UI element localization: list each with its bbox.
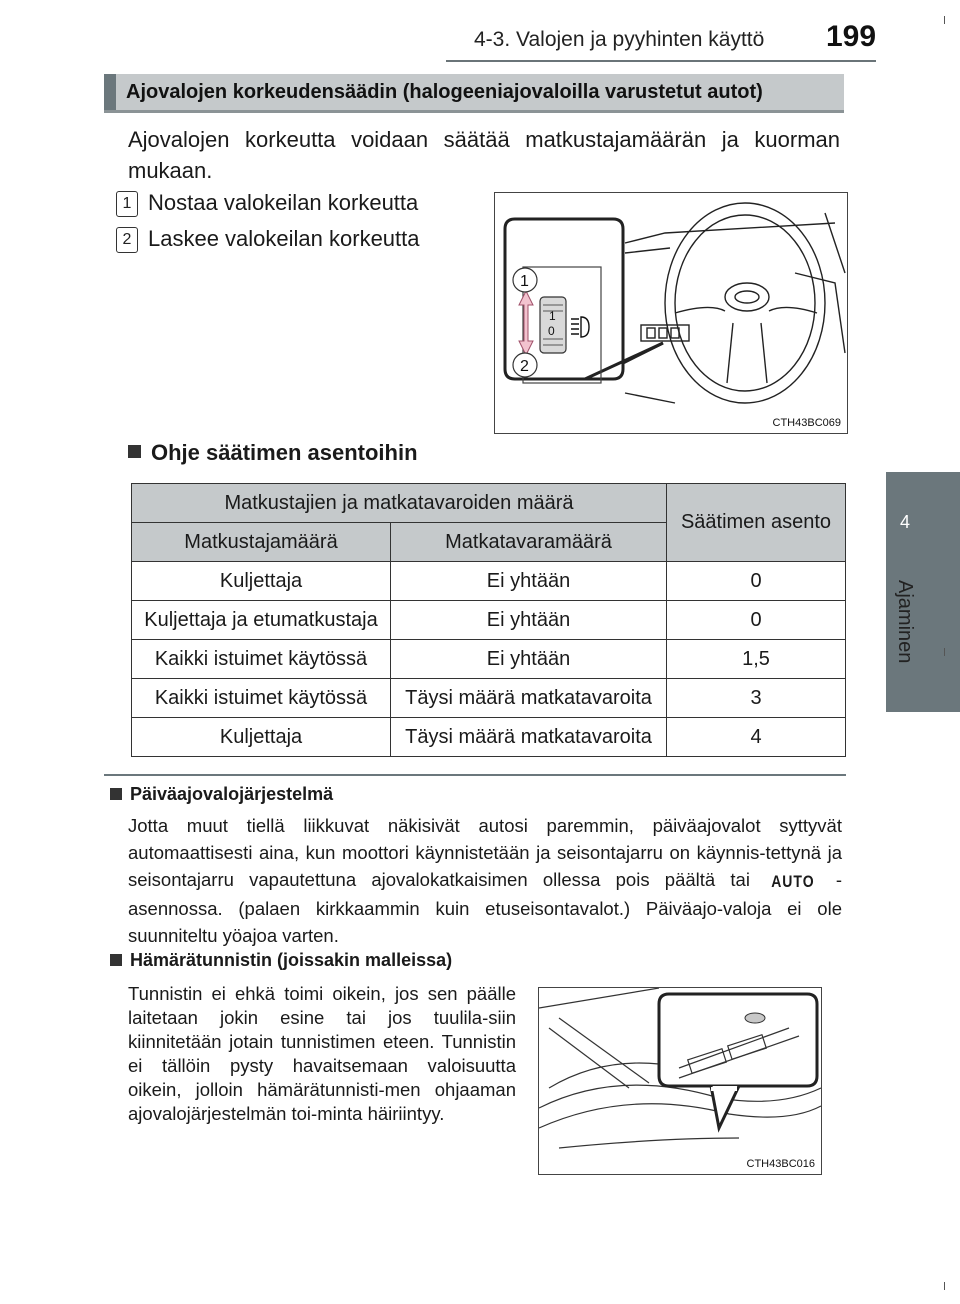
note-heading — [110, 784, 333, 805]
section-heading — [104, 74, 844, 113]
item-text: Laskee valokeilan korkeutta — [148, 226, 420, 251]
figure-code: CTH43BC069 — [772, 417, 841, 429]
note-heading — [110, 950, 452, 971]
bullet-square-icon — [110, 954, 122, 966]
auto-mode-symbol: AUTO — [771, 871, 815, 891]
page-number: 199 — [826, 20, 877, 53]
table-cell: Täysi määrä matkatavaroita — [391, 718, 667, 757]
table-cell: Kuljettaja — [132, 718, 391, 757]
list-item — [116, 190, 418, 217]
header-rule — [446, 60, 876, 62]
figure-code: CTH43BC016 — [746, 1158, 815, 1170]
crop-mark — [944, 1282, 945, 1290]
item-number-badge: 2 — [116, 227, 138, 253]
table-cell: Ei yhtään — [391, 562, 667, 601]
light-sensor-illustration — [538, 987, 822, 1175]
table-cell: Ei yhtään — [391, 601, 667, 640]
callout-number: 2 — [520, 358, 529, 375]
section-heading-text: Ajovalojen korkeudensäädin (halogeeniajovaloilla varustetut autot) — [126, 81, 763, 103]
guide-heading-text: Ohje säätimen asentoihin — [151, 440, 418, 465]
table-row — [132, 562, 846, 601]
table-cell: Kuljettaja ja etumatkustaja — [132, 601, 391, 640]
table-row — [132, 718, 846, 757]
table-row — [132, 679, 846, 718]
table-cell: 1,5 — [667, 640, 846, 679]
windshield-drawing — [539, 988, 821, 1174]
chapter-label: Ajaminen — [894, 580, 916, 664]
chapter-label-wrap — [880, 580, 940, 690]
note-paragraph — [128, 812, 842, 949]
note-text: -asennossa. (palaen kirkkaammin kuin etuseisontavalot.) Päiväajo-valoja ei ole suunniteltu yöajoa varten. — [128, 869, 842, 946]
section-divider — [104, 774, 846, 776]
note-text: Jotta muut tiellä liikkuvat näkisivät autosi paremmin, päiväajovalot syttyvät automaattisesti aina, kun moottori käynnistetään ja seisontajarru on käynnis-tettynä ja seisontajarru vapautettuna ajovalokatkaisimen ollessa pois päältä tai — [128, 815, 842, 890]
leveling-table — [131, 483, 846, 757]
table-cell: 4 — [667, 718, 846, 757]
callout-number: 1 — [520, 273, 529, 290]
crop-mark — [944, 648, 945, 656]
note-paragraph: Tunnistin ei ehkä toimi oikein, jos sen päälle laitetaan jokin esine tai jos tuulila-siin kiinnitetään jotain tunnistimen eteen. Tunnistin ei tällöin pysty havaitsemaan valoisuutta oikein, jolloin hämärätunnisti-men ohjaaman ajovalojärjestelmän toi-minta häiriintyy. — [128, 983, 516, 1124]
table-cell: Kaikki istuimet käytössä — [132, 679, 391, 718]
table-header: Matkustajamäärä — [132, 523, 391, 562]
crop-mark — [944, 16, 945, 24]
table-row — [132, 601, 846, 640]
item-number-badge: 1 — [116, 191, 138, 217]
table-header: Matkustajien ja matkatavaroiden määrä — [132, 484, 667, 523]
dashboard-drawing — [495, 193, 847, 433]
item-text: Nostaa valokeilan korkeutta — [148, 190, 419, 215]
headlight-leveling-illustration — [494, 192, 848, 434]
running-header-section: 4-3. Valojen ja pyyhinten käyttö — [474, 28, 765, 51]
guide-heading — [128, 440, 418, 466]
note-heading-text: Hämärätunnistin (joissakin malleissa) — [130, 950, 453, 970]
intro-paragraph: Ajovalojen korkeutta voidaan säätää matkustajamäärän ja kuorman mukaan. — [128, 127, 840, 183]
table-header: Matkatavaramäärä — [391, 523, 667, 562]
list-item — [116, 226, 420, 253]
dial-mark-0: 0 — [548, 324, 555, 338]
chapter-number: 4 — [900, 512, 911, 532]
table-cell: 3 — [667, 679, 846, 718]
table-cell: 0 — [667, 601, 846, 640]
section-heading-marker — [104, 74, 116, 110]
bullet-square-icon — [110, 788, 122, 800]
table-row — [132, 640, 846, 679]
table-cell: Kuljettaja — [132, 562, 391, 601]
table-cell: Kaikki istuimet käytössä — [132, 640, 391, 679]
table-cell: 0 — [667, 562, 846, 601]
table-cell: Ei yhtään — [391, 640, 667, 679]
note-heading-text: Päiväajovalojärjestelmä — [130, 784, 334, 804]
dial-mark-1: 1 — [549, 309, 556, 323]
table-header: Säätimen asento — [667, 484, 846, 562]
bullet-square-icon — [128, 445, 141, 458]
table-cell: Täysi määrä matkatavaroita — [391, 679, 667, 718]
